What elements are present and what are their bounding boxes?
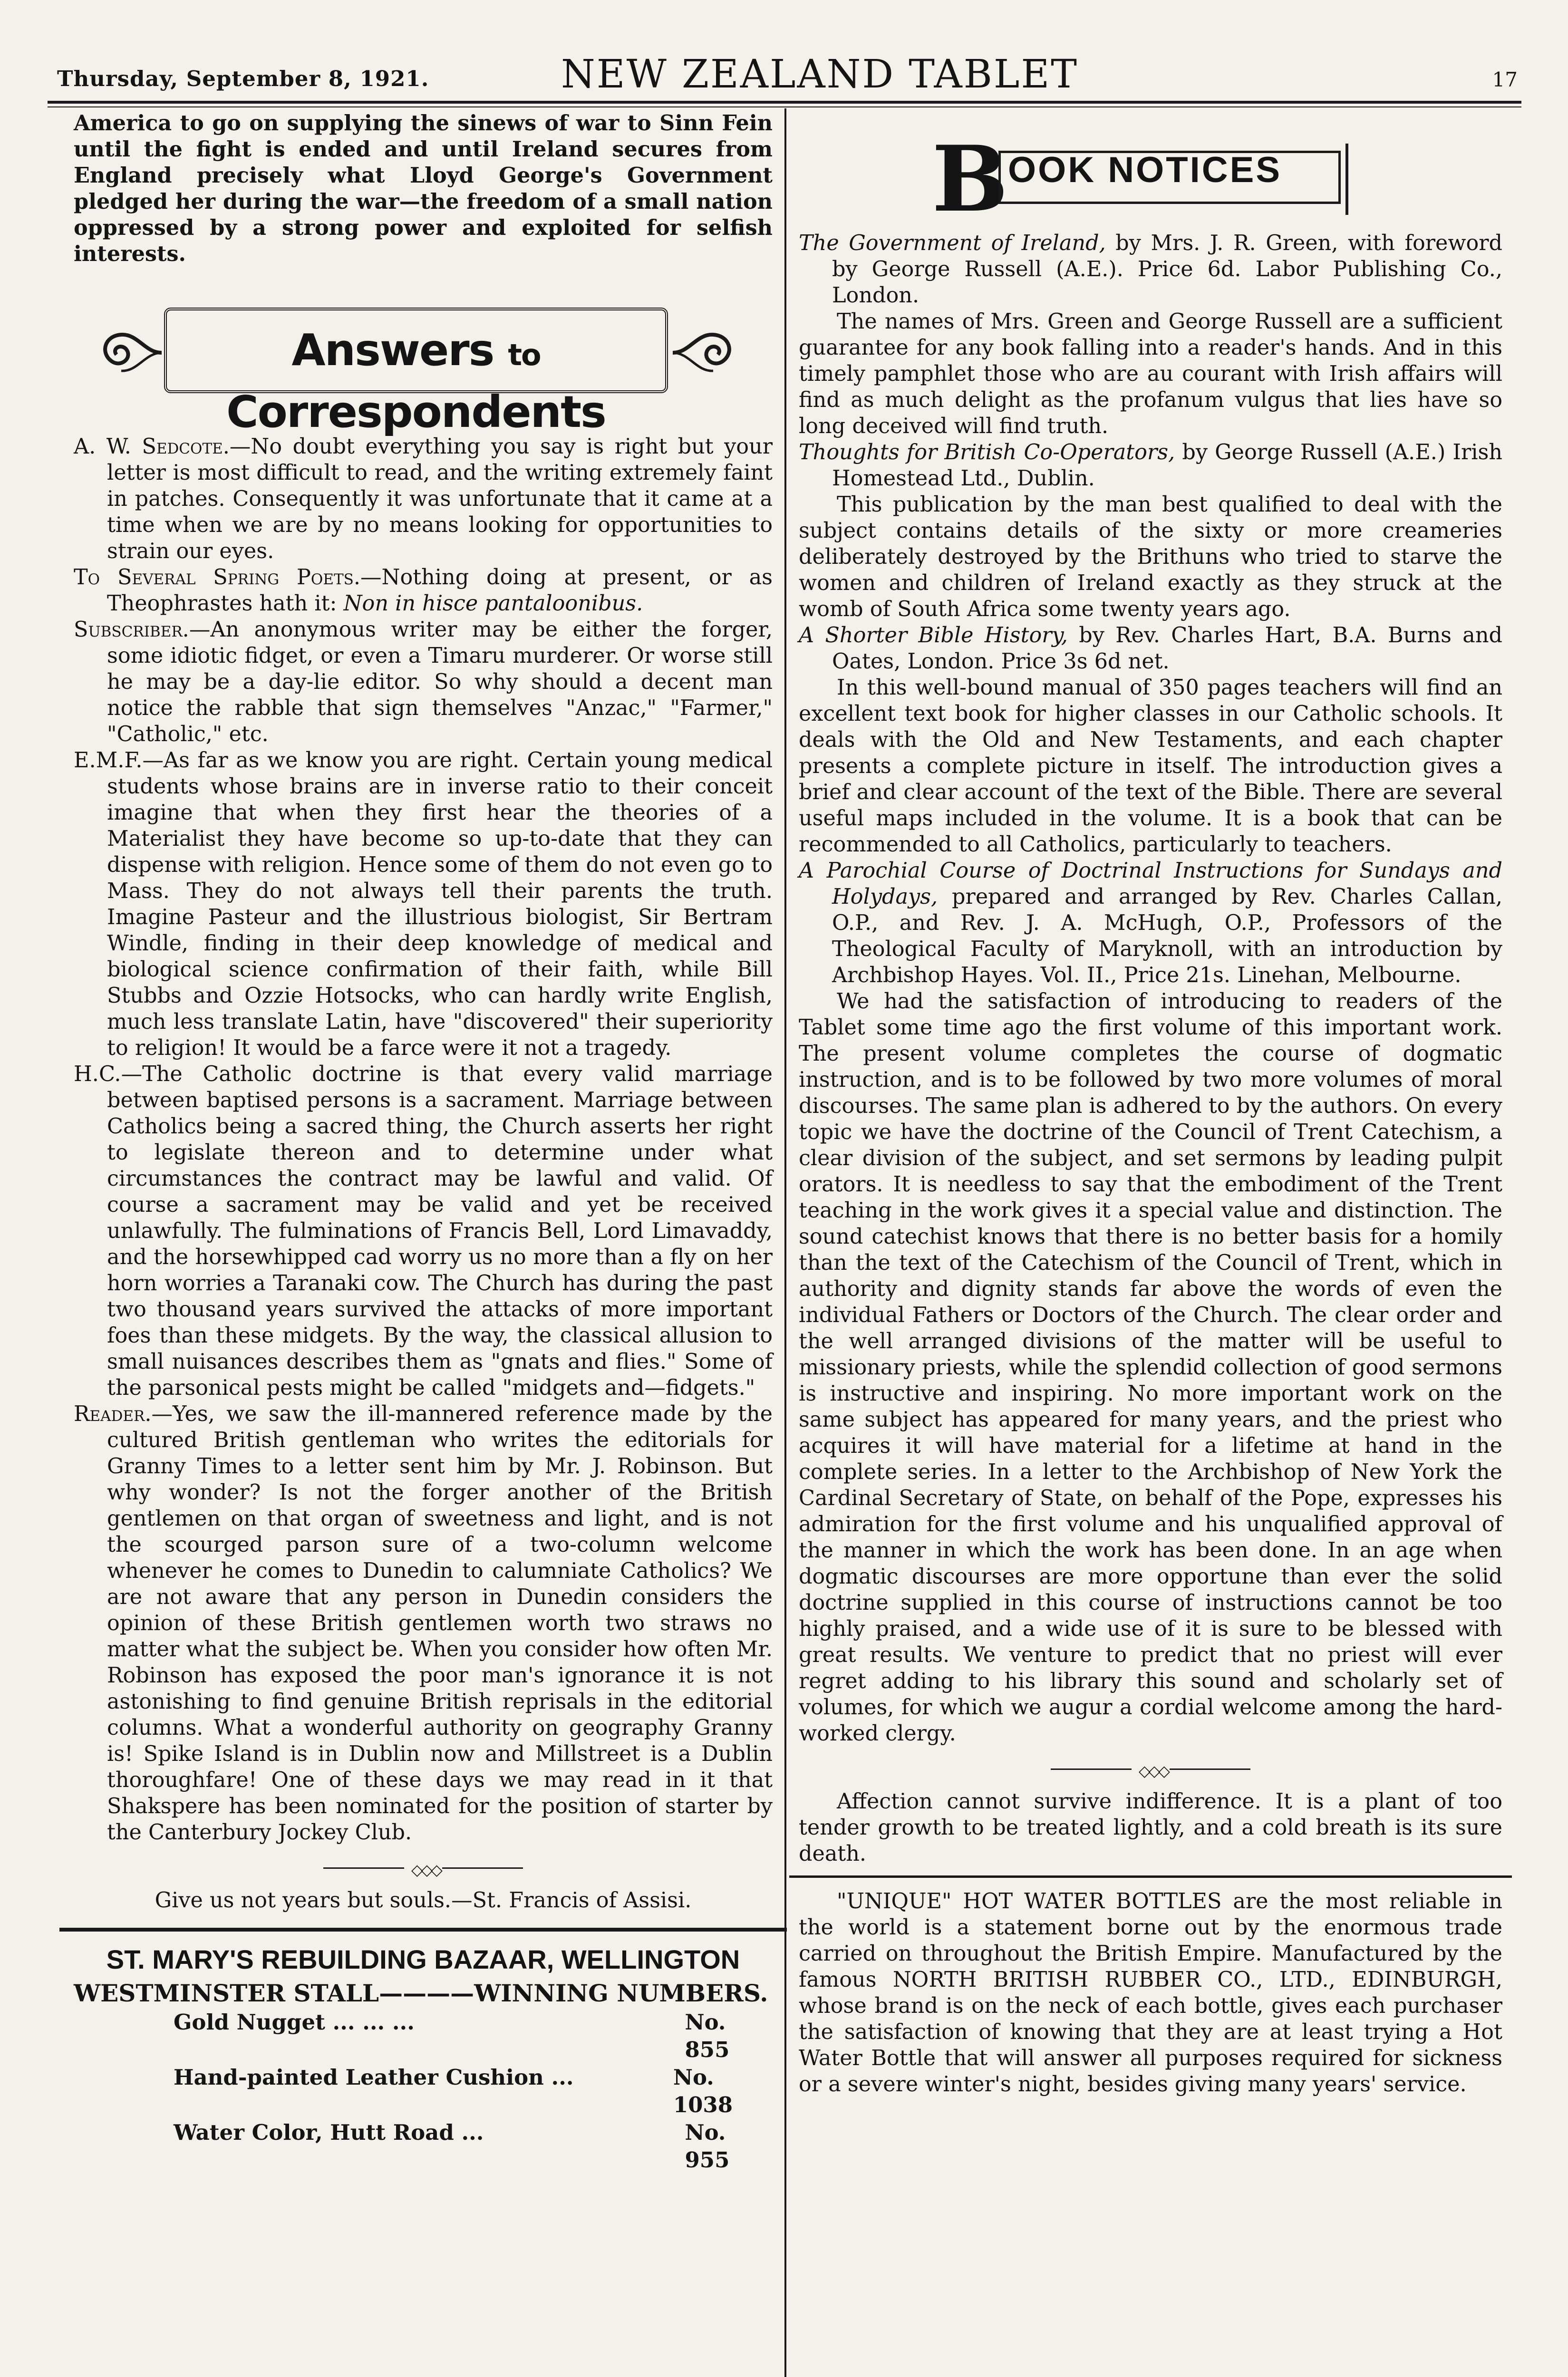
bazaar-stall: WESTMINSTER STALL————WINNING NUMBERS. — [74, 1979, 768, 2007]
hot-water-bottle-advert: "UNIQUE" HOT WATER BOTTLES are the most reliable in the world is a statement borne out by the enormous trade carried on throughout the British Empire. Manufactured by the famous NORTH BRITISH RUBBER CO., LTD., EDINBURGH, whose brand is on the neck of each bottle, gives each purchaser the satisfaction of knowing that they are at least trying a Hot Water Bottle that will answer all purposes required for sickness or a severe winter's night, besides giving many years' service. — [799, 1889, 1502, 2097]
section-separator: ◇◇◇ — [323, 1864, 523, 1872]
scroll-ornament-left-icon — [93, 324, 164, 381]
header-rule — [48, 101, 1521, 104]
answer-entry: H.C.—The Catholic doctrine is that every valid marriage between baptised persons is a sacrament. Marriage between Catholics being a sacred thing, the Church asserts her right to legislate thereon and to determine under what circumstances the contract may be lawful and valid. Of course a sacrament may be valid and yet be received unlawfully. The fulminations of Francis Bell, Lord Limavaddy, and the horsewhipped cad worry us no more than a fly on her horn worries a Taranaki cow. The Church has during the past two thousand years survived the attacks of more important foes than these midgets. By the way, the classical allusion to small nuisances describes them as "gnats and flies." Some of the parsonical pests might be called "midgets and—fidgets." — [74, 1062, 773, 1400]
book-citation: The Government of Ireland, by Mrs. J. R. Green, with foreword by George Russell (A.E.). Price 6d. Labor Publishing Co., London. — [799, 231, 1503, 308]
closing-quote: Give us not years but souls.—St. Francis of Assisi. — [155, 1888, 692, 1913]
section-separator: ◇◇◇ — [1051, 1765, 1250, 1773]
bazaar-title: ST. MARY'S REBUILDING BAZAAR, WELLINGTON — [106, 1944, 740, 1974]
scroll-ornament-right-icon — [670, 324, 742, 381]
header-rule-thin — [48, 106, 1521, 107]
publication-title: NEW ZEALAND TABLET — [561, 52, 1078, 97]
book-notices-heading — [913, 126, 1388, 232]
intro-paragraph: America to go on supplying the sinews of war to Sinn Fein until the fight is ended and until Ireland secures from England precisely what Lloyd George's Government pledged her during the war—the freedom of a small nation oppressed by a strong power and exploited for selfish interests. — [74, 111, 773, 266]
book-heading-initial: B — [932, 126, 1008, 232]
winning-number-row: Gold Nugget ... ... ... No. 855 — [174, 2010, 730, 2062]
book-heading-text: OOK NOTICES — [1008, 150, 1282, 190]
affection-paragraph: Affection cannot survive indifference. It is a plant of too tender growth to be treated lightly, and a cold breath is its sure death. — [799, 1789, 1502, 1866]
answers-heading — [83, 293, 749, 437]
book-review: We had the satisfaction of introducing to readers of the Tablet some time ago the first volume of this important work. The present volume completes the course of dogmatic instruction, and is to be followed by two more volumes of moral discourses. The same plan is adhered to by the authors. On every topic we have the doctrine of the Council of Trent Catechism, a clear division of the subject, and set sermons by leading pulpit orators. It is needless to say that the embodiment of the Trent teaching in the work gives it a special value and distinction. The sound catechist knows that there is no better basis for a homily than the text of the Catechism of the Council of Trent, which in authority and dignity stands far above the words of even the individual Fathers or Doctors of the Church. The clear order and the well arranged divisions of the matter will be useful to missionary priests, while the splendid collection of good sermons is instructive and inspiring. No more important work on the same subject has appeared for many years, and the priest who acquires it will have material for a lifetime at hand in the complete series. In a letter to the Archbishop of New York the Cardinal Secretary of State, on behalf of the Pope, expresses his admiration for the first volume and his unqualified approval of the manner in which the work has been done. In an age when dogmatic discourses are more opportune than ever the solid doctrine supplied in this course of instructions cannot be too highly praised, and a wide use of it is sure to be blessed with great results. We venture to predict that no priest will ever regret adding to his library this sound and scholarly set of volumes, for which we augur a cordial welcome among the hard-worked clergy. — [799, 989, 1502, 1746]
answer-entry: To Several Spring Poets.—Nothing doing at present, or as Theophrastes hath it: Non in hisce pantaloonibus. — [74, 565, 773, 616]
bazaar-rule — [59, 1928, 787, 1932]
book-heading-bar — [1345, 144, 1348, 215]
answer-entry: A. W. Sedcote.—No doubt everything you say is right but your letter is most difficult to read, and the writing extremely faint in patches. Consequently it was unfortunate that it came at a time when we are by no means looking for opportunities to strain our eyes. — [74, 435, 773, 563]
answers-heading-text: Answers to Correspondents — [226, 325, 606, 437]
winning-number-row: Water Color, Hutt Road ... No. 955 — [174, 2120, 730, 2173]
advert-rule — [789, 1875, 1512, 1878]
answer-entry: E.M.F.—As far as we know you are right. Certain young medical students whose brains are in inverse ratio to their conceit imagine that when they first hear the theories of a Materialist they have become so up-to-date that they can dispense with religion. Hence some of them do not even go to Mass. They do not always tell their parents the truth. Imagine Pasteur and the illustrious biologist, Sir Bertram Windle, finding in their deep knowledge of medical and biological science confirmation of their faith, while Bill Stubbs and Ozzie Hotsocks, who can hardly write English, much less translate Latin, have "discovered" their superiority to religion! It would be a farce were it not a tragedy. — [74, 748, 773, 1060]
issue-date: Thursday, September 8, 1921. — [57, 66, 429, 91]
right-column — [799, 110, 1502, 2097]
book-review: The names of Mrs. Green and George Russell are a sufficient guarantee for any book falling into a reader's hands. And in this timely pamphlet those who are au courant with Irish affairs will find as much delight as the profanum vulgus that lies have so long deceived will find truth. — [799, 309, 1502, 438]
answer-entry: Reader.—Yes, we saw the ill-mannered reference made by the cultured British gentleman who writes the editorials for Granny Times to a letter sent him by Mr. J. Robinson. But why wonder? Is not the forger another of the British gentlemen on that organ of sweetness and light, and is not the scourged parson sure of a two-column welcome whenever he comes to Dunedin to calumniate Catholics? We are not aware that any person in Dunedin considers the opinion of these British gentlemen worth two straws no matter what the subject be. When you consider how often Mr. Robinson has exposed the poor man's ignorance it is not astonishing to find genuine British reprisals in the editorial columns. What a wonderful authority on geography Granny is! Spike Island is in Dublin now and Millstreet is a Dublin thoroughfare! One of these days we may read in it that Shakspere has been nominated for the position of starter by the Canterbury Jockey Club. — [74, 1402, 773, 1845]
book-review: This publication by the man best qualified to deal with the subject contains details of the sixty or more creameries deliberately destroyed by the Brithuns who tried to starve the women and children of Ireland exactly as they struck at the womb of South Africa some twenty years ago. — [799, 493, 1502, 621]
left-column — [74, 110, 773, 2174]
page-number: 17 — [1492, 68, 1518, 91]
book-citation: A Shorter Bible History, by Rev. Charles Hart, B.A. Burns and Oates, London. Price 3s 6d net. — [799, 623, 1502, 674]
column-divider — [784, 108, 786, 2377]
winning-number-row: Hand-painted Leather Cushion ... No. 1038 — [174, 2065, 733, 2117]
book-citation: A Parochial Course of Doctrinal Instructions for Sundays and Holydays, prepared and arranged by Rev. Charles Callan, O.P., and Rev. J. A. McHugh, O.P., Professors of the Theological Faculty of Maryknoll, with an introduction by Archbishop Hayes. Vol. II., Price 21s. Linehan, Melbourne. — [799, 859, 1502, 987]
book-citation: Thoughts for British Co-Operators, by George Russell (A.E.) Irish Homestead Ltd., Dublin. — [799, 440, 1502, 491]
masthead — [48, 48, 1521, 100]
answer-entry: Subscriber.—An anonymous writer may be either the forger, some idiotic fidget, or even a Timaru murderer. Or worse still he may be a day-lie editor. So why should a decent man notice the rabble that sign themselves "Anzac," "Farmer," "Catholic," etc. — [74, 618, 773, 746]
book-review: In this well-bound manual of 350 pages teachers will find an excellent text book for higher classes in our Catholic schools. It deals with the Old and New Testaments, and each chapter presents a complete picture in itself. The introduction gives a brief and clear account of the text of the Bible. There are several useful maps included in the volume. It is a book that can be recommended to all Catholics, particularly to teachers. — [799, 676, 1502, 857]
